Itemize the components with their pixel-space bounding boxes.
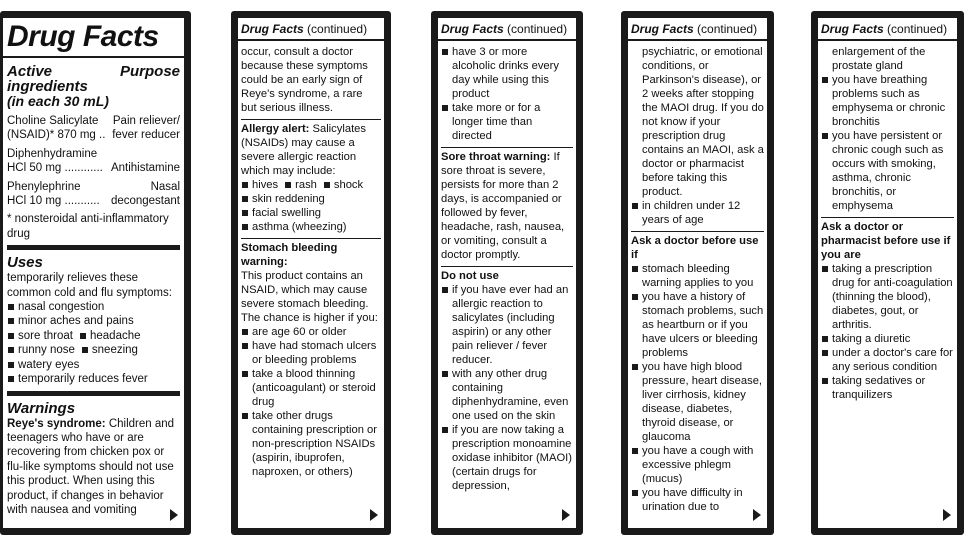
stomach-text: This product contains an NSAID, which may cause severe stomach bleeding. The chance is higher if you: — [241, 270, 378, 324]
active-ingredients-label: Active ingredients — [7, 63, 88, 95]
maoi-text: psychiatric, or emotional conditions, or Parkinson's disease), or 2 weeks after stopping the MAOI drug. If you do not know if your prescription drug contains an MAOI, ask a doctor or pharmacist before taking this product. — [642, 46, 764, 198]
ask-pharmacist-title: Ask a doctor or pharmacist before use if you are — [821, 221, 951, 261]
allergy-label: Allergy alert: — [241, 123, 310, 135]
ingredient-row — [7, 114, 180, 143]
ask-doctor-section — [631, 232, 764, 518]
list-item: you have difficulty in urination due to — [631, 486, 764, 514]
list-item: asthma (wheezing) — [241, 220, 381, 234]
list-item: nasal congestion — [7, 300, 180, 314]
reye-text: Children and teenagers who have or are recovering from chicken pox or flu-like symptoms should not use this product. When using this product, if changes in behavior with nausea and vomiting — [7, 417, 175, 516]
list-item: are age 60 or older — [241, 325, 381, 339]
drug-facts-title: Drug Facts — [3, 18, 184, 58]
ingredient-name: Choline Salicylate — [7, 115, 99, 127]
list-item: stomach bleeding warning applies to you — [631, 262, 764, 290]
ingredient-purpose: decongestant — [110, 195, 180, 208]
do-not-use-title: Do not use — [441, 270, 499, 282]
list-item: if you have ever had an allergic reaction to salicylates (including aspirin) or any other pain reliever / fever reducer. — [441, 283, 573, 367]
list-item: you have breathing problems such as emphysema or chronic bronchitis — [821, 73, 954, 129]
panel-2 — [231, 11, 391, 535]
uses-section — [7, 250, 180, 395]
list-item: minor aches and pains — [7, 314, 180, 328]
warnings-title: Warnings — [7, 399, 76, 417]
allergy-text: Salicylates (NSAIDs) may cause a severe allergic reaction which may include: — [241, 123, 366, 177]
list-item: have 3 or more alcoholic drinks every day while using this product — [441, 45, 573, 101]
ask-pharmacist-section — [821, 218, 954, 406]
panel-3 — [431, 11, 583, 535]
stomach-label: Stomach bleeding warning: — [241, 242, 338, 268]
list-item: you have a cough with excessive phlegm (mucus) — [631, 444, 764, 486]
list-item: take other drugs containing prescription or non-prescription NSAIDs (aspirin, ibuprofen, naproxen, or others) — [241, 409, 381, 479]
reye-continued — [241, 43, 381, 120]
allergy-section — [241, 120, 381, 239]
continue-arrow-icon — [370, 509, 378, 521]
maoi-continued — [631, 43, 764, 232]
list-item: watery eyes — [7, 358, 180, 372]
purpose-label: Purpose — [119, 63, 180, 80]
ingredient-row — [7, 147, 180, 176]
nsaid-footnote: * nonsteroidal anti-inflammatory drug — [7, 213, 169, 240]
continue-arrow-icon — [943, 509, 951, 521]
warnings-section — [7, 396, 180, 522]
ingredient-purpose: Pain reliever/ — [112, 115, 180, 127]
ingredient-amount: HCl 10 mg ........... — [7, 195, 100, 208]
uses-intro: temporarily relieves these common cold and flu symptoms: — [7, 272, 172, 299]
ingredient-row — [7, 180, 180, 209]
active-ingredients-sub: (in each 30 mL) — [7, 93, 109, 109]
sore-throat-label: Sore throat warning: — [441, 151, 551, 163]
list-item: headache — [79, 329, 141, 343]
list-item: taking a prescription drug for anti-coagulation (thinning the blood), diabetes, gout, or arthritis. — [821, 262, 954, 332]
stomach-continued — [441, 43, 573, 148]
panel-header: Drug Facts (continued) — [818, 18, 957, 41]
panel-4 — [621, 11, 774, 535]
ask-doctor-title: Ask a doctor before use if — [631, 235, 759, 261]
list-item: take a blood thinning (anticoagulant) or steroid drug — [241, 367, 381, 409]
list-item: in children under 12 years of age — [631, 199, 764, 227]
list-item: you have a history of stomach problems, such as heartburn or if you have ulcers or bleeding problems — [631, 290, 764, 360]
list-item: you have high blood pressure, heart disease, liver cirrhosis, kidney disease, diabetes, thyroid disease, or glaucoma — [631, 360, 764, 444]
ingredient-purpose: fever reducer — [112, 129, 180, 142]
list-item: under a doctor's care for any serious condition — [821, 346, 954, 374]
list-item: shock — [323, 178, 363, 192]
list-item: temporarily reduces fever — [7, 372, 180, 386]
list-item: you have persistent or chronic cough such as occurs with smoking, asthma, chronic bronchitis, or emphysema — [821, 129, 954, 213]
list-item: take more or for a longer time than directed — [441, 101, 573, 143]
continue-arrow-icon — [170, 509, 178, 521]
list-item: sore throat — [7, 329, 73, 343]
panel-5 — [811, 11, 964, 535]
do-not-use-section — [441, 267, 573, 497]
panel-header: Drug Facts (continued) — [238, 18, 384, 41]
list-item: rash — [284, 178, 317, 192]
continue-arrow-icon — [753, 509, 761, 521]
list-item: taking a diuretic — [821, 332, 954, 346]
panel-header: Drug Facts (continued) — [438, 18, 576, 41]
ingredient-name: Phenylephrine — [7, 180, 81, 193]
list-item: taking sedatives or tranquilizers — [821, 374, 954, 402]
ingredient-name: Diphenhydramine — [7, 147, 98, 160]
continue-arrow-icon — [562, 509, 570, 521]
list-item: with any other drug containing diphenhydramine, even one used on the skin — [441, 367, 573, 423]
list-item: runny nose — [7, 343, 75, 357]
ingredient-purpose: Antihistamine — [110, 162, 180, 175]
ingredient-amount: (NSAID)* 870 mg .. — [7, 129, 106, 142]
sore-throat-text: If sore throat is severe, persists for more than 2 days, is accompanied or followed by fever, headache, rash, nausea, or vomiting, consult a doctor promptly. — [441, 151, 565, 261]
list-item: hives — [241, 178, 278, 192]
reye-continued-text: occur, consult a doctor because these symptoms could be an early sign of Reye's syndrome, a rare but serious illness. — [241, 46, 368, 114]
uses-title: Uses — [7, 254, 43, 272]
list-item: skin reddening — [241, 192, 381, 206]
ask-doctor-continued — [821, 43, 954, 218]
list-item: facial swelling — [241, 206, 381, 220]
ingredient-purpose: Nasal — [150, 180, 180, 193]
prostate-text: enlargement of the prostate gland — [832, 46, 926, 72]
active-ingredients-section — [7, 58, 180, 250]
list-item: sneezing — [81, 343, 138, 357]
panel-header: Drug Facts (continued) — [628, 18, 767, 41]
stomach-section — [241, 239, 381, 483]
list-item: if you are now taking a prescription monoamine oxidase inhibitor (MAOI) (certain drugs for depression, — [441, 423, 573, 493]
sore-throat-section — [441, 148, 573, 267]
ingredient-amount: HCl 50 mg ............ — [7, 162, 103, 175]
list-item: have had stomach ulcers or bleeding problems — [241, 339, 381, 367]
reye-label: Reye's syndrome: — [7, 417, 106, 430]
panel-1 — [0, 11, 191, 535]
